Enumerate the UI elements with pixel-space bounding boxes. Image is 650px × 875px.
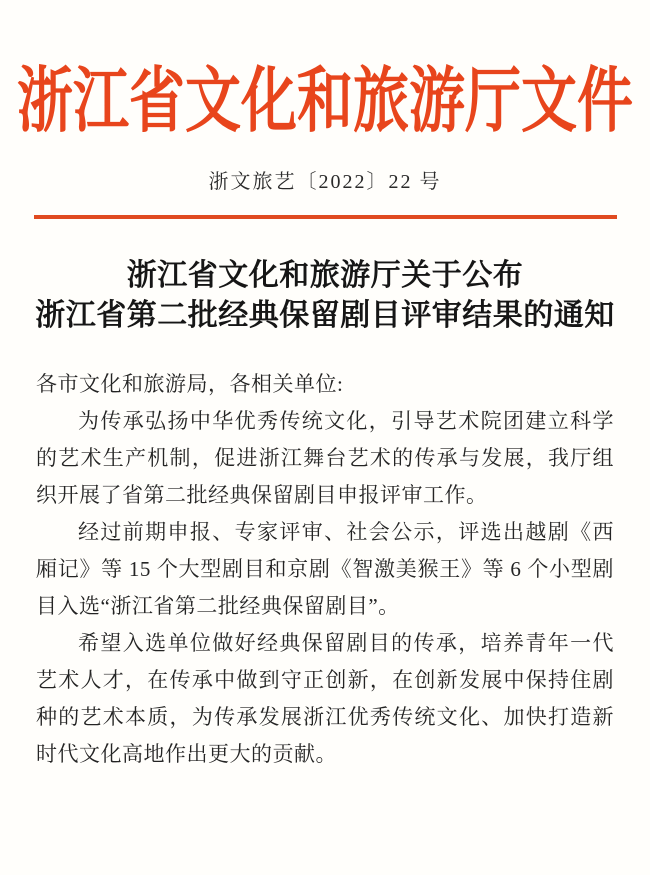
agency-title: 浙江省文化和旅游厅文件 bbox=[17, 62, 633, 142]
letterhead bbox=[0, 62, 650, 219]
body-paragraph-1: 为传承弘扬中华优秀传统文化，引导艺术院团建立科学的艺术生产机制，促进浙江舞台艺术的传承与发展，我厅组织开展了省第二批经典保留剧目申报评审工作。 bbox=[36, 409, 614, 507]
body-paragraph-2: 经过前期申报、专家评审、社会公示，评选出越剧《西厢记》等 15 个大型剧目和京剧《智激美猴王》等 6 个小型剧目入选“浙江省第二批经典保留剧目”。 bbox=[36, 520, 614, 618]
notice-title-line-1: 浙江省文化和旅游厅关于公布 bbox=[126, 259, 524, 292]
agency-title-banner bbox=[0, 62, 650, 142]
red-divider-line bbox=[34, 215, 617, 219]
notice-body bbox=[36, 366, 614, 773]
notice-title bbox=[0, 256, 650, 336]
body-paragraph-3: 希望入选单位做好经典保留剧目的传承，培养青年一代艺术人才，在传承中做到守正创新，在创新发展中保持住剧种的艺术本质，为传承发展浙江优秀传统文化、加快打造新时代文化高地作出更大的贡献。 bbox=[36, 631, 614, 766]
document-number: 浙文旅艺〔2022〕22 号 bbox=[208, 171, 442, 193]
salutation: 各市文化和旅游局，各相关单位: bbox=[36, 372, 344, 396]
notice-title-line-2: 浙江省第二批经典保留剧目评审结果的通知 bbox=[35, 299, 615, 332]
